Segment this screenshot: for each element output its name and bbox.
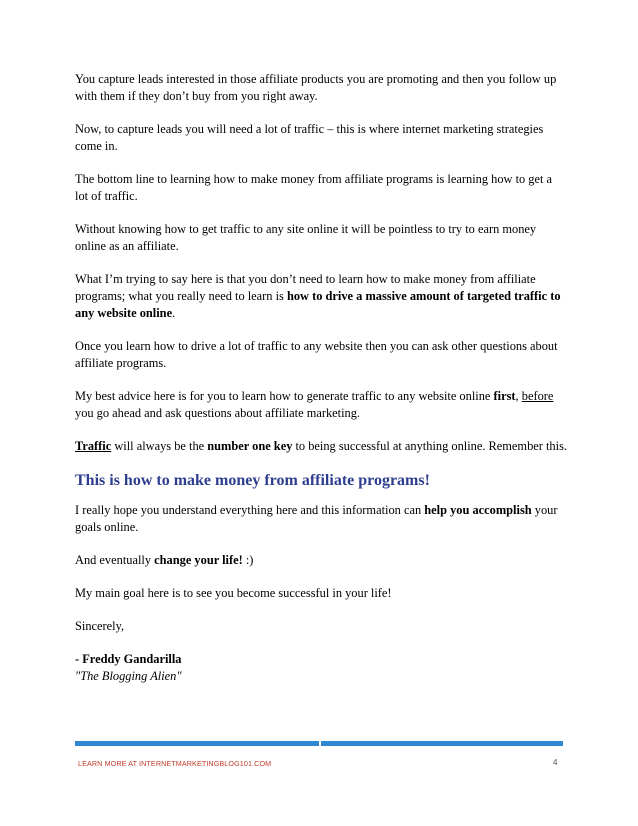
text-run: , — [515, 389, 522, 403]
bold-text: help you accomplish — [424, 503, 532, 517]
text-run: your goals online. — [75, 503, 558, 534]
text-run: will always be the — [111, 439, 208, 453]
text-run: My best advice here is for you to learn how to generate traffic to any website online — [75, 389, 494, 403]
paragraph: You capture leads interested in those affiliate products you are promoting and then you follow up with them if they don’t buy from you right away. — [75, 72, 557, 103]
text-run: . — [172, 306, 176, 320]
text-run: I really hope you understand everything here and this information can — [75, 503, 425, 517]
footer-divider-bar — [75, 741, 563, 746]
bold-text: how to drive a massive amount of targeted traffic to any website online — [75, 289, 561, 320]
underlined-text: Traffic — [75, 439, 112, 453]
paragraph: The bottom line to learning how to make money from affiliate programs is learning how to get a lot of traffic. — [75, 172, 553, 203]
text-run: :) — [242, 553, 254, 567]
paragraph: Now, to capture leads you will need a lot of traffic – this is where internet marketing strategies come in. — [75, 122, 544, 153]
signature-name: - Freddy Gandarilla — [75, 652, 182, 666]
bold-text: first — [493, 389, 516, 403]
signature — [75, 651, 567, 685]
paragraph: Once you learn how to drive a lot of traffic to any website then you can ask other questions about affiliate programs. — [75, 339, 558, 370]
paragraph: Sincerely, — [75, 619, 125, 633]
paragraph — [75, 438, 567, 455]
bold-text: number one key — [207, 439, 293, 453]
paragraph — [75, 271, 567, 322]
bold-text: change your life! — [154, 553, 243, 567]
paragraph: Without knowing how to get traffic to any site online it will be pointless to try to earn money online as an affiliate. — [75, 222, 537, 253]
signature-tagline: "The Blogging Alien" — [75, 669, 182, 683]
text-run: you go ahead and ask questions about affiliate marketing. — [75, 406, 361, 420]
underlined-text: before — [521, 389, 554, 403]
text-run: What I’m trying to say here is that you don’t need to learn how to make money from affiliate programs; what you really need to learn is — [75, 272, 536, 303]
paragraph — [75, 552, 567, 569]
text-run: And eventually — [75, 553, 155, 567]
text-run: to being successful at anything online. Remember this. — [292, 439, 567, 453]
paragraph — [75, 388, 567, 422]
paragraph: My main goal here is to see you become successful in your life! — [75, 586, 392, 600]
footer-website-link[interactable]: LEARN MORE AT INTERNETMARKETINGBLOG101.COM — [78, 759, 272, 768]
paragraph — [75, 502, 567, 536]
footer-divider-notch — [319, 741, 321, 746]
page-number: 4 — [553, 758, 558, 767]
bold-text — [75, 439, 111, 453]
page-body — [75, 71, 567, 701]
section-heading: This is how to make money from affiliate programs! — [75, 472, 430, 489]
